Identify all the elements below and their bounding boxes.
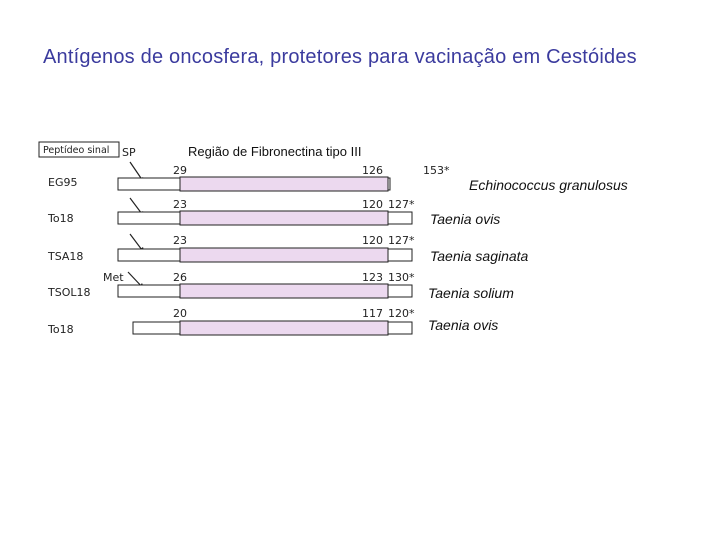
row-total: 130* [388, 271, 415, 284]
row-label: To18 [48, 323, 74, 336]
sp-label: SP [122, 146, 136, 159]
row-species: Taenia ovis [430, 211, 501, 227]
row-end: 126 [362, 164, 383, 177]
fn3-domain [180, 177, 388, 191]
row-species: Taenia solium [428, 285, 514, 301]
row-total: 127* [388, 198, 415, 211]
slide-title: Antígenos de oncosfera, protetores para vacinação em Cestóides [43, 46, 637, 68]
row-species: Taenia saginata [430, 248, 529, 264]
row-total: 153* [423, 164, 450, 177]
legend-label: Peptídeo sinal [43, 145, 110, 156]
row-end: 117 [362, 307, 383, 320]
row-label: To18 [48, 212, 74, 225]
row-start: 26 [173, 271, 187, 284]
row-start: 29 [173, 164, 187, 177]
row-species: Echinococcus granulosus [469, 177, 628, 193]
row-to18-b [47, 307, 498, 336]
fn3-domain [180, 321, 388, 335]
row-start: 23 [173, 198, 187, 211]
row-end: 120 [362, 234, 383, 247]
fn3-domain [180, 211, 388, 225]
row-start: 20 [173, 307, 187, 320]
row-to18 [47, 198, 500, 227]
row-end: 123 [362, 271, 383, 284]
row-total: 127* [388, 234, 415, 247]
row-label: TSOL18 [48, 286, 91, 299]
met-label: Met [103, 271, 124, 284]
row-species: Taenia ovis [428, 317, 499, 333]
row-eg95 [48, 162, 628, 193]
row-label: TSA18 [48, 250, 84, 263]
region-title: Região de Fibronectina tipo III [188, 144, 362, 159]
row-tsol18 [47, 271, 514, 301]
row-tsa18 [47, 234, 529, 264]
row-end: 120 [362, 198, 383, 211]
row-start: 23 [173, 234, 187, 247]
fn3-domain [180, 284, 388, 298]
row-label: EG95 [48, 176, 78, 189]
fn3-domain [180, 248, 388, 262]
row-total: 120* [388, 307, 415, 320]
